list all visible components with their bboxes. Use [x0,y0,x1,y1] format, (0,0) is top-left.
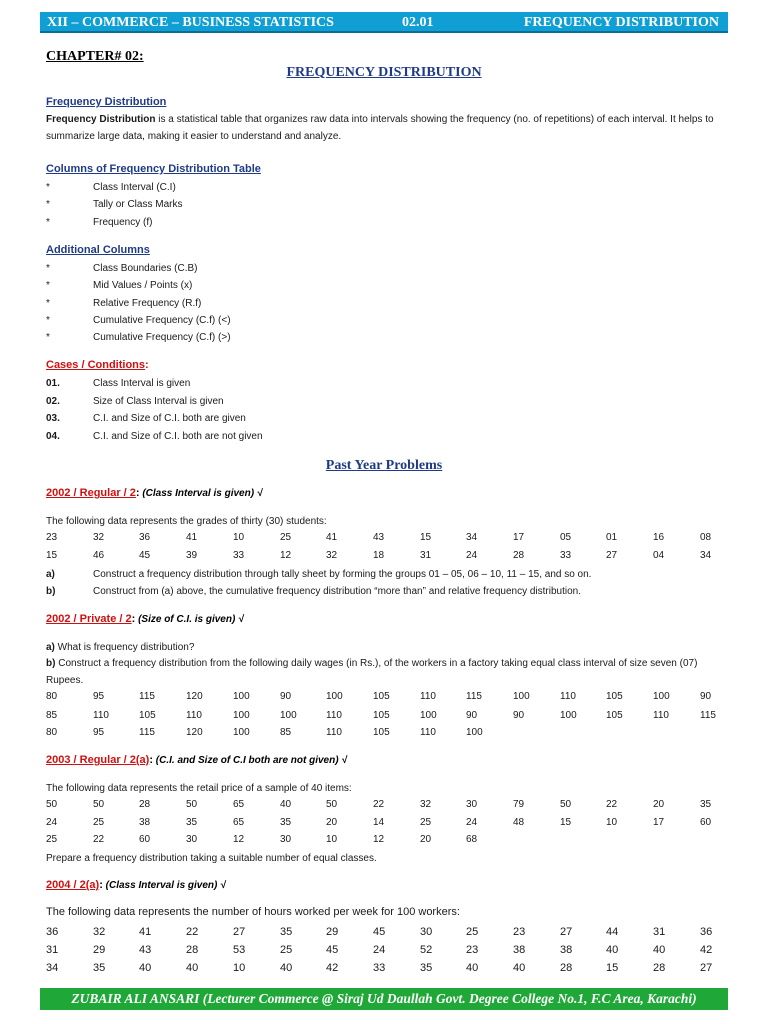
data-value: 46 [93,550,105,561]
data-value: 110 [420,691,436,702]
data-value: 41 [326,532,338,543]
problem-heading: 2002 / Regular / 2: (Class Interval is given) √ [46,487,263,499]
data-value: 36 [46,926,59,938]
data-value: 32 [326,550,338,561]
data-value: 65 [233,799,245,810]
data-value: 30 [186,834,198,845]
data-value: 33 [373,962,386,974]
data-value: 40 [606,944,619,956]
additional-heading: Additional Columns [46,244,150,256]
list-item: Relative Frequency (R.f) [93,298,202,309]
data-value: 28 [186,944,199,956]
data-value: 10 [606,817,618,828]
data-value: 35 [280,926,293,938]
data-value: 31 [420,550,432,561]
data-value: 38 [560,944,573,956]
data-value: 27 [560,926,573,938]
data-value: 15 [560,817,572,828]
data-value: 95 [93,691,105,702]
data-value: 22 [373,799,385,810]
data-value: 24 [46,817,58,828]
data-value: 22 [606,799,618,810]
problem-heading: 2003 / Regular / 2(a): (C.I. and Size of C.I both are not given) √ [46,754,347,766]
data-value: 110 [186,710,202,721]
part-label: b) [46,586,56,597]
data-value: 85 [46,710,58,721]
data-value: 20 [420,834,432,845]
data-value: 110 [560,691,576,702]
data-value: 43 [139,944,152,956]
bullet: * [46,182,50,193]
data-value: 30 [280,834,292,845]
data-value: 80 [46,691,58,702]
problem-heading: 2002 / Private / 2: (Size of C.I. is given) √ [46,613,244,625]
data-value: 35 [280,817,292,828]
data-value: 100 [280,710,297,721]
data-value: 115 [466,691,482,702]
data-value: 45 [139,550,151,561]
data-value: 41 [139,926,152,938]
bullet: * [46,332,50,343]
data-value: 15 [420,532,432,543]
data-value: 17 [513,532,525,543]
data-value: 01 [606,532,618,543]
past-problems-title: Past Year Problems [325,458,443,473]
question-b: b) Construct a frequency distribution from the following daily wages (in Rs.), of the workers in a factory taking equal class interval of size seven (07) Rupees. [46,658,698,686]
data-value: 14 [373,817,385,828]
data-value: 100 [233,710,250,721]
data-value: 105 [606,710,623,721]
chapter-label: CHAPTER# 02: [46,49,144,64]
page-title: FREQUENCY DISTRIBUTION [286,65,482,80]
data-value: 50 [93,799,105,810]
bullet: * [46,280,50,291]
data-value: 23 [46,532,58,543]
problem-outro: Prepare a frequency distribution taking a suitable number of equal classes. [46,853,377,864]
data-value: 115 [139,727,155,738]
data-value: 53 [233,944,246,956]
data-value: 25 [280,532,292,543]
data-value: 24 [466,817,478,828]
data-value: 95 [93,727,105,738]
data-value: 79 [513,799,525,810]
data-value: 28 [139,799,151,810]
data-value: 110 [653,710,669,721]
data-value: 68 [466,834,478,845]
case-number: 01. [46,378,60,389]
part-text: Construct from (a) above, the cumulative frequency distribution “more than” and relative frequency distribution. [93,586,582,597]
definition-text: is a statistical table that organizes raw data into intervals showing the frequency (no. of repetitions) of each interval. It helps to summarize large data, making it easier to understand and analyze. [46,114,714,142]
data-value: 18 [373,550,385,561]
data-value: 90 [513,710,525,721]
data-value: 90 [280,691,292,702]
data-value: 90 [700,691,712,702]
problem-heading: 2004 / 2(a): (Class Interval is given) √ [46,879,226,891]
data-value: 35 [700,799,712,810]
data-value: 105 [373,727,390,738]
data-value: 44 [606,926,619,938]
data-value: 115 [700,710,716,721]
data-value: 20 [653,799,665,810]
data-value: 10 [326,834,338,845]
columns-heading: Columns of Frequency Distribution Table [46,163,261,175]
data-value: 100 [466,727,483,738]
data-value: 24 [466,550,478,561]
data-value: 22 [93,834,105,845]
data-value: 40 [186,962,199,974]
data-value: 27 [700,962,713,974]
data-value: 105 [139,710,156,721]
data-value: 28 [560,962,573,974]
data-value: 32 [420,799,432,810]
data-value: 25 [466,926,479,938]
data-value: 38 [513,944,526,956]
data-value: 30 [466,799,478,810]
data-value: 60 [700,817,712,828]
data-value: 15 [46,550,58,561]
list-item: Tally or Class Marks [93,199,183,210]
data-value: 16 [653,532,665,543]
data-value: 27 [233,926,246,938]
question-a: a) What is frequency distribution? [46,642,195,653]
data-value: 35 [93,962,106,974]
data-value: 25 [420,817,432,828]
data-value: 100 [560,710,577,721]
data-value: 45 [326,944,339,956]
data-value: 12 [280,550,292,561]
data-value: 34 [466,532,478,543]
data-value: 90 [466,710,478,721]
problem-intro: The following data represents the retail price of a sample of 40 items: [46,783,352,794]
data-value: 29 [93,944,106,956]
data-value: 50 [326,799,338,810]
data-value: 48 [513,817,525,828]
data-value: 35 [186,817,198,828]
data-value: 10 [233,532,245,543]
data-value: 34 [700,550,712,561]
list-item: Cumulative Frequency (C.f) (<) [93,315,231,326]
data-value: 60 [139,834,151,845]
data-value: 110 [93,710,109,721]
data-value: 38 [139,817,151,828]
data-value: 40 [466,962,479,974]
data-value: 17 [653,817,665,828]
data-value: 23 [466,944,479,956]
data-value: 120 [186,691,203,702]
data-value: 100 [233,727,250,738]
data-value: 05 [560,532,572,543]
data-value: 65 [233,817,245,828]
list-item: Class Boundaries (C.B) [93,263,198,274]
data-value: 31 [653,926,666,938]
cases-heading: Cases / Conditions: [46,359,149,371]
data-value: 31 [46,944,59,956]
header-course: XII – COMMERCE – BUSINESS STATISTICS [47,15,334,30]
bullet: * [46,298,50,309]
header-page-number: 02.01 [402,15,434,30]
data-value: 50 [560,799,572,810]
data-value: 39 [186,550,198,561]
data-value: 40 [280,799,292,810]
data-value: 25 [280,944,293,956]
data-value: 41 [186,532,198,543]
data-value: 36 [700,926,713,938]
case-text: Class Interval is given [93,378,191,389]
data-value: 35 [420,962,433,974]
list-item: Class Interval (C.I) [93,182,176,193]
bullet: * [46,263,50,274]
data-value: 30 [420,926,433,938]
data-value: 100 [513,691,530,702]
data-value: 100 [653,691,670,702]
data-value: 105 [373,691,390,702]
data-value: 40 [280,962,293,974]
data-value: 32 [93,926,106,938]
data-value: 110 [326,710,342,721]
data-value: 50 [186,799,198,810]
data-value: 85 [280,727,292,738]
data-value: 115 [139,691,155,702]
data-value: 45 [373,926,386,938]
data-value: 40 [139,962,152,974]
header-chapter-title: FREQUENCY DISTRIBUTION [523,15,719,30]
data-value: 27 [606,550,618,561]
data-value: 25 [93,817,105,828]
data-value: 28 [513,550,525,561]
list-item: Frequency (f) [93,217,153,228]
data-value: 12 [373,834,385,845]
bullet: * [46,217,50,228]
problem-intro: The following data represents the number of hours worked per week for 100 workers: [46,906,460,918]
data-value: 120 [186,727,203,738]
page-header [40,12,728,33]
data-value: 29 [326,926,339,938]
definition-term: Frequency Distribution [46,114,156,125]
data-value: 36 [139,532,151,543]
problem-intro: The following data represents the grades of thirty (30) students: [46,516,327,527]
data-value: 43 [373,532,385,543]
data-value: 23 [513,926,526,938]
data-value: 40 [653,944,666,956]
list-item: Cumulative Frequency (C.f) (>) [93,332,231,343]
data-value: 100 [420,710,437,721]
definition-heading: Frequency Distribution [46,96,167,108]
case-text: C.I. and Size of C.I. both are not given [93,431,263,442]
case-number: 03. [46,413,60,424]
data-value: 52 [420,944,433,956]
bullet: * [46,315,50,326]
data-value: 100 [233,691,250,702]
case-number: 04. [46,431,60,442]
data-value: 04 [653,550,665,561]
data-value: 42 [326,962,339,974]
data-value: 20 [326,817,338,828]
data-value: 25 [46,834,58,845]
data-value: 42 [700,944,713,956]
data-value: 34 [46,962,59,974]
data-value: 105 [606,691,623,702]
data-value: 80 [46,727,58,738]
case-text: Size of Class Interval is given [93,396,224,407]
definition-paragraph [46,111,726,145]
case-text: C.I. and Size of C.I. both are given [93,413,246,424]
list-item: Mid Values / Points (x) [93,280,193,291]
data-value: 110 [420,727,436,738]
part-label: a) [46,569,55,580]
data-value: 50 [46,799,58,810]
data-value: 28 [653,962,666,974]
data-value: 08 [700,532,712,543]
data-value: 40 [513,962,526,974]
case-number: 02. [46,396,60,407]
part-text: Construct a frequency distribution through tally sheet by forming the groups 01 – 05, 06 – 10, 11 – 15, and so on. [93,569,592,580]
data-value: 10 [233,962,246,974]
data-value: 105 [373,710,390,721]
data-value: 32 [93,532,105,543]
data-value: 100 [326,691,343,702]
data-value: 33 [560,550,572,561]
data-value: 15 [606,962,619,974]
bullet: * [46,199,50,210]
data-value: 110 [326,727,342,738]
data-value: 12 [233,834,245,845]
data-value: 33 [233,550,245,561]
page-footer: ZUBAIR ALI ANSARI (Lecturer Commerce @ Siraj Ud Daullah Govt. Degree College No.1, F.C Area, Karachi) [40,988,728,1010]
data-value: 24 [373,944,386,956]
data-value: 22 [186,926,199,938]
